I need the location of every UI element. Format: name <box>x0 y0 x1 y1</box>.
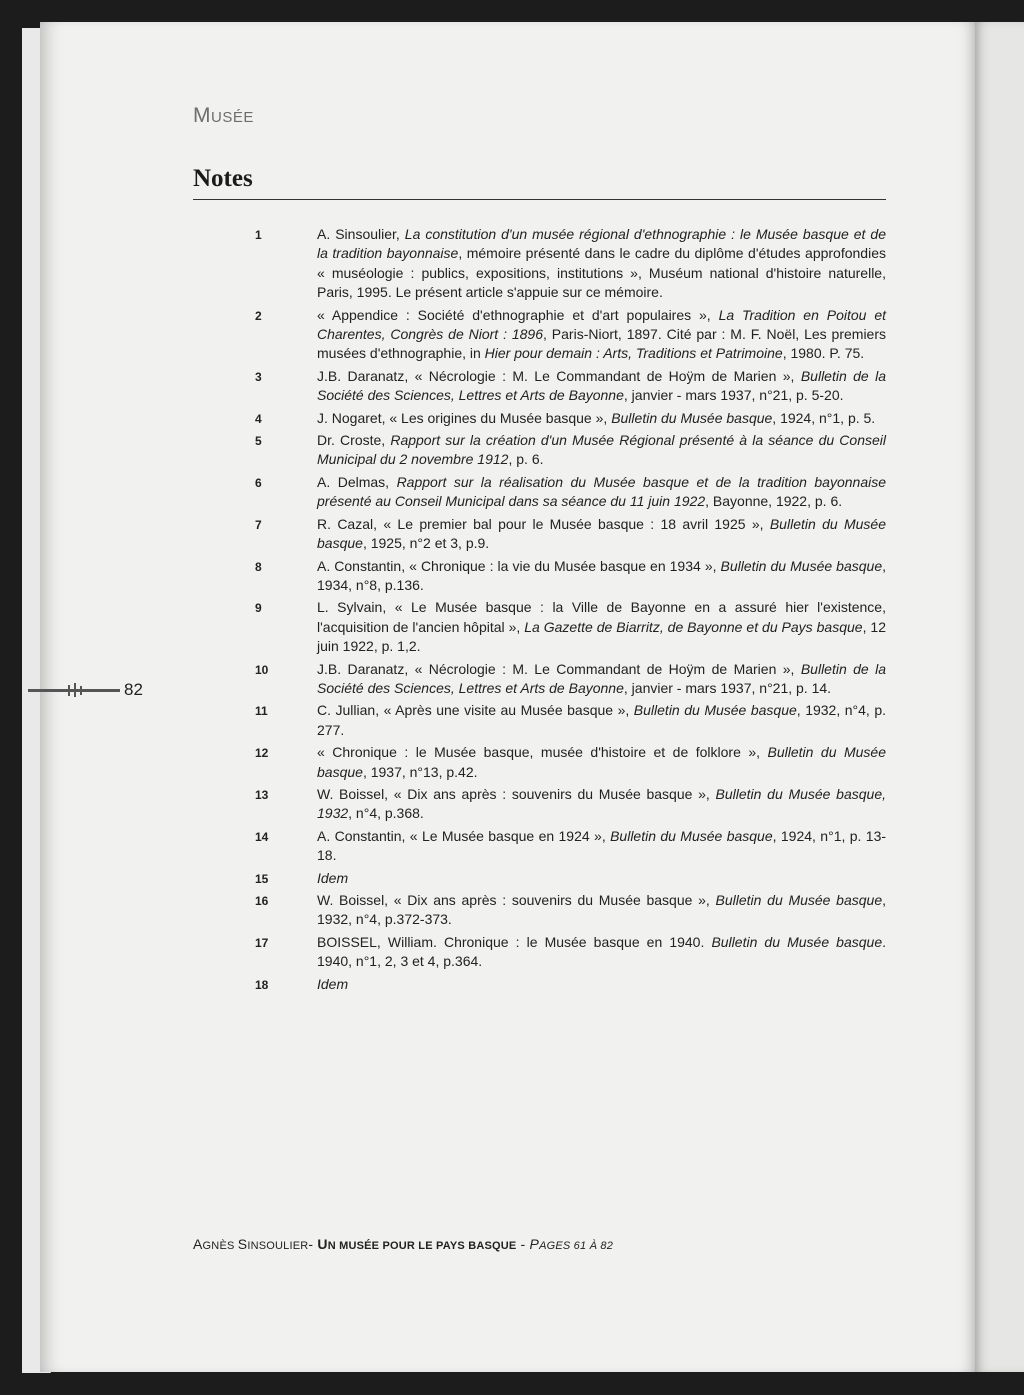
note-number: 10 <box>255 662 269 677</box>
note-number: 9 <box>255 601 262 616</box>
note-text: W. Boissel, « Dix ans après : souvenirs du Musée basque », Bulletin du Musée basque, 1932, n°4, p.368. <box>317 785 887 822</box>
page-number: 82 <box>124 680 143 699</box>
note-number: 14 <box>255 829 269 844</box>
note-text: J. Nogaret, « Les origines du Musée basque », Bulletin du Musée basque, 1924, n°1, p. 5. <box>317 409 876 426</box>
note-text: BOISSEL, William. Chronique : le Musée basque en 1940. Bulletin du Musée basque. 1940, n°1, 2, 3 et 4, p.364. <box>317 933 886 970</box>
note-number: 11 <box>255 704 268 719</box>
note-item <box>193 431 886 470</box>
note-number: 2 <box>255 308 262 323</box>
note-text: W. Boissel, « Dix ans après : souvenirs du Musée basque », Bulletin du Musée basque, 1932, n°4, p.372-373. <box>317 892 887 928</box>
note-number: 5 <box>255 434 262 449</box>
note-text: « Appendice : Société d'ethnographie et d'art populaires », La Tradition en Poitou et Charentes, Congrès de Niort : 1896, Paris-Niort, 1897. Cité par : M. F. Noël, Les premiers musées d'ethnographie, in Hier pour demain : Arts, Traditions et Patrimoine, 1980. P. 75. <box>317 306 887 362</box>
note-item <box>193 891 886 930</box>
note-text: R. Cazal, « Le premier bal pour le Musée basque : 18 avril 1925 », Bulletin du Musée basque, 1925, n°2 et 3, p.9. <box>317 515 886 552</box>
note-item <box>193 975 886 994</box>
note-text: Dr. Croste, Rapport sur la création d'un Musée Régional présenté à la séance du Conseil Municipal du 2 novembre 1912, p. 6. <box>317 432 886 468</box>
note-item <box>193 473 886 512</box>
note-number: 4 <box>255 411 262 426</box>
notes-heading: Notes <box>193 165 253 192</box>
note-number: 15 <box>255 871 269 886</box>
note-text: Idem <box>317 975 349 992</box>
note-number: 3 <box>255 369 262 384</box>
note-number: 6 <box>255 475 262 490</box>
note-text: L. Sylvain, « Le Musée basque : la Ville de Bayonne en a assuré hier l'existence, l'acquisition de l'ancien hôpital », La Gazette de Biarritz, de Bayonne et du Pays basque, 12 juin 1922, p. 1,2. <box>317 599 886 655</box>
note-item <box>193 660 886 699</box>
note-text: A. Delmas, Rapport sur la réalisation du Musée basque et de la tradition bayonnaise présenté au Conseil Municipal dans sa séance du 11 juin 1922, Bayonne, 1922, p. 6. <box>317 473 886 510</box>
note-text: C. Jullian, « Après une visite au Musée basque », Bulletin du Musée basque, 1932, n°4, p. 277. <box>317 702 887 738</box>
note-item <box>193 306 886 364</box>
note-number: 12 <box>255 746 269 761</box>
note-number: 13 <box>255 787 269 802</box>
note-text: A. Constantin, « Le Musée basque en 1924 », Bulletin du Musée basque, 1924, n°1, p. 13-18. <box>317 827 887 864</box>
note-number: 18 <box>255 977 269 992</box>
note-item <box>193 785 886 824</box>
note-item <box>193 743 886 782</box>
note-text: A. Constantin, « Chronique : la vie du Musée basque en 1934 », Bulletin du Musée basque, 1934, n°8, p.136. <box>317 557 886 593</box>
note-number: 7 <box>255 517 262 532</box>
facing-page-edge <box>975 22 1024 1372</box>
note-number: 1 <box>255 228 262 242</box>
note-text: J.B. Daranatz, « Nécrologie : M. Le Commandant de Hoÿm de Marien », Bulletin de la Société des Sciences, Lettres et Arts de Bayonne, janvier - mars 1937, n°21, p. 5-20. <box>317 367 886 404</box>
note-number: 17 <box>255 935 269 950</box>
note-item <box>193 557 886 596</box>
margin-thumb-mark <box>28 683 120 697</box>
note-text: « Chronique : le Musée basque, musée d'histoire et de folklore », Bulletin du Musée basque, 1937, n°13, p.42. <box>317 744 886 780</box>
notes-list <box>193 225 886 997</box>
note-item <box>193 933 886 972</box>
note-text: Idem <box>317 869 349 886</box>
note-item <box>193 225 886 303</box>
note-item <box>193 515 886 554</box>
note-number: 16 <box>255 894 269 908</box>
note-item <box>193 598 886 656</box>
note-number: 8 <box>255 559 262 574</box>
running-footer: AGNÈS SINSOULIER- UN MUSÉE POUR LE PAYS BASQUE - PAGES 61 À 82 <box>193 1236 614 1252</box>
section-title: MUSÉE <box>193 104 254 127</box>
note-item <box>193 869 886 888</box>
note-item <box>193 409 886 428</box>
note-item <box>193 367 886 406</box>
note-text: J.B. Daranatz, « Nécrologie : M. Le Commandant de Hoÿm de Marien », Bulletin de la Société des Sciences, Lettres et Arts de Bayonne, janvier - mars 1937, n°21, p. 14. <box>317 660 886 696</box>
note-item <box>193 701 886 740</box>
heading-rule <box>193 199 886 200</box>
note-text: A. Sinsoulier, La constitution d'un musée régional d'ethnographie : le Musée basque et de la tradition bayonnaise, mémoire présenté dans le cadre du diplôme d'études approfondies « muséologie : publics, expositions, institutions », Muséum national d'histoire naturelle, Paris, 1995. Le présent article s'appuie sur ce mémoire. <box>317 226 886 301</box>
note-item <box>193 827 886 866</box>
